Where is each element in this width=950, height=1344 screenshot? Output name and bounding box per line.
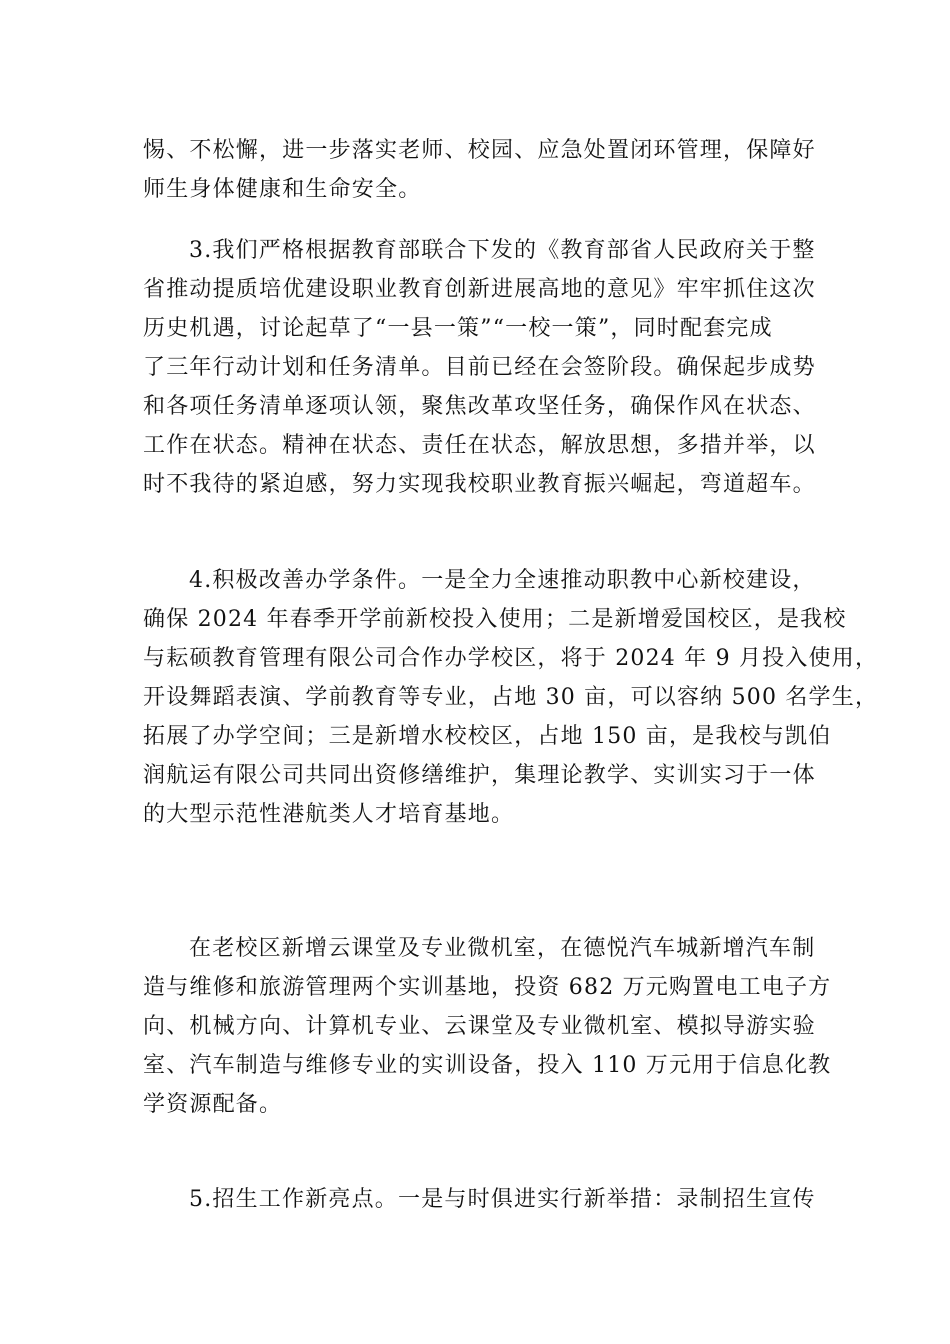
text-line: 历史机遇，讨论起草了“一县一策”“一校一策”，同时配套完成: [143, 316, 773, 341]
text-line: 惕、不松懈，进一步落实老师、校园、应急处置闭环管理，保障好: [143, 138, 816, 163]
text-line: 工作在状态。精神在状态、责任在状态，解放思想，多措并举，以: [143, 433, 816, 458]
paragraph-continuation: [143, 131, 843, 209]
text-line: 向、机械方向、计算机专业、云课堂及专业微机室、模拟导游实验: [143, 1014, 816, 1039]
text-line: 3.我们严格根据教育部联合下发的《教育部省人民政府关于整: [189, 238, 816, 263]
text-line: 省推动提质培优建设职业教育创新进展高地的意见》牢牢抓住这次: [143, 277, 816, 302]
text-line: 时不我待的紧迫感，努力实现我校职业教育振兴崛起，弯道超车。: [143, 472, 816, 497]
text-line: 学资源配备。: [143, 1092, 283, 1117]
paragraph-item-4: [143, 561, 879, 834]
paragraph-item-5: [143, 1180, 843, 1219]
paragraph-facilities: [143, 929, 843, 1124]
text-line: 5.招生工作新亮点。一是与时俱进实行新举措：录制招生宣传: [189, 1187, 816, 1212]
paragraph-item-3: [143, 231, 843, 504]
text-line: 造与维修和旅游管理两个实训基地，投资 682 万元购置电工电子方: [143, 975, 832, 1000]
text-line: 拓展了办学空间；三是新增水校校区，占地 150 亩，是我校与凯伯: [143, 724, 832, 749]
text-line: 润航运有限公司共同出资修缮维护，集理论教学、实训实习于一体: [143, 763, 816, 788]
text-line: 了三年行动计划和任务清单。目前已经在会签阶段。确保起步成势: [143, 355, 816, 380]
text-line: 师生身体健康和生命安全。: [143, 177, 422, 202]
text-line: 与耘硕教育管理有限公司合作办学校区，将于 2024 年 9 月投入使用，: [143, 646, 879, 671]
text-line: 室、汽车制造与维修专业的实训设备，投入 110 万元用于信息化教: [143, 1053, 832, 1078]
text-line: 确保 2024 年春季开学前新校投入使用；二是新增爱国校区，是我校: [143, 607, 847, 632]
text-line: 和各项任务清单逐项认领，聚焦改革攻坚任务，确保作风在状态、: [143, 394, 816, 419]
text-line: 的大型示范性港航类人才培育基地。: [143, 802, 515, 827]
text-line: 在老校区新增云课堂及专业微机室，在德悦汽车城新增汽车制: [189, 936, 816, 961]
text-line: 4.积极改善办学条件。一是全力全速推动职教中心新校建设，: [189, 568, 816, 593]
text-line: 开设舞蹈表演、学前教育等专业，占地 30 亩，可以容纳 500 名学生，: [143, 685, 879, 710]
